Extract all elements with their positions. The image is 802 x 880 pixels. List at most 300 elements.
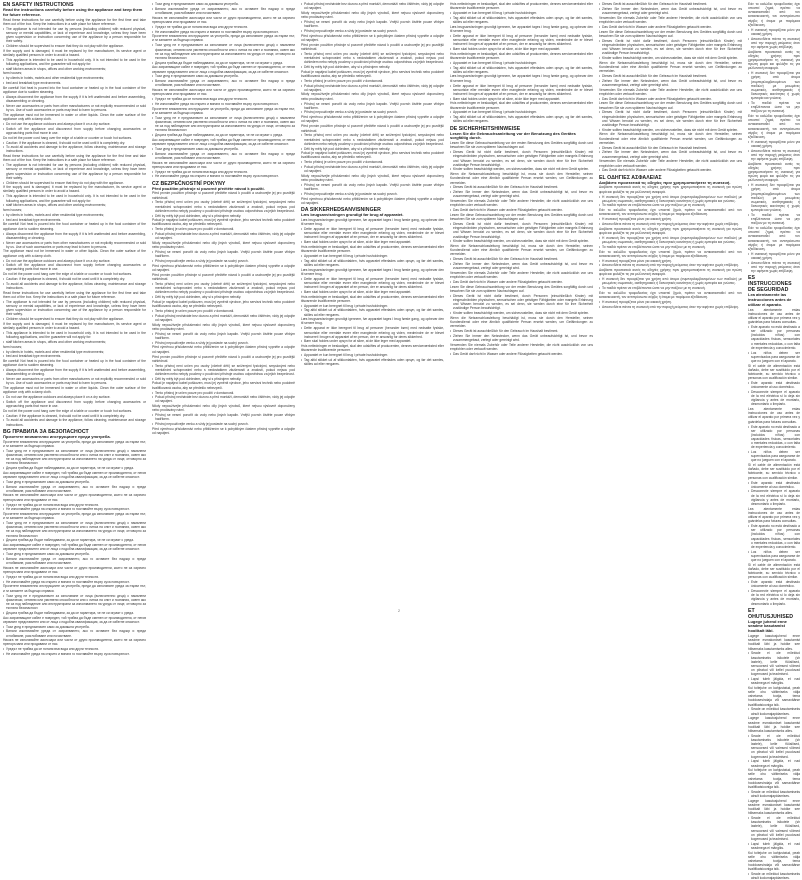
section-paragraph-repeat: Læs brugsanvisningen grundigt igennem, før apparatet tages i brug første gang, og opbevar den til senere brug. <box>450 24 593 33</box>
section-paragraph-repeat: The appliance must not be immersed in water or other liquids. Clean the outer surface of the appliance only with a damp cloth. <box>3 386 146 395</box>
section-paragraph: • Η συσκευή προορίζεται μόνο για οικιακή χρήση. <box>599 217 742 221</box>
section-paragraph-repeat: Před prvním použitím přístroje si pozorně přečtěte návod k použití a uschovejte jej pro pozdější nahlédnutí. <box>301 42 444 51</box>
section-paragraph: • Τα παιδιά πρέπει να επιβλέπονται ώστε να μην παίζουν με τη συσκευή. <box>599 203 742 207</box>
section-paragraph-repeat: • Dette apparat er ikke beregnet til brug af personer (herunder børn) med nedsatte fysiske, sensoriske eller mentale evner eller manglende erfaring og viden, medmindre de er blevet instrueret i brugen af apparatet af en person, der er ansvarlig for deres sikkerhed. <box>301 277 444 289</box>
section-paragraph-repeat: • Seade ei ole mõeldud kasutamiseks isikutele (sh lastele), kelle füüsilised, sensoorsed või vaimsed võimed on piiratud või kellel puuduvad kogemused ja teadmised. <box>748 816 800 841</box>
section-paragraph-repeat: Hvis netledningen er beskadiget, skal den udskiftes af producenten, dennes serviceværksted eller tilsvarende kvalificerede personer. <box>301 294 444 303</box>
section-paragraph-repeat: • Apparatet er kun beregnet til brug i private husholdninger. <box>301 353 444 357</box>
section-heading: EN SAFETY INSTRUCTIONS <box>3 2 74 8</box>
section-paragraph-repeat: • Caution: if the appliance is cleaned, it should not be used until it is completely dry. <box>3 414 146 418</box>
section-heading: ET OHUTUSJUHISED <box>748 607 794 620</box>
section-paragraph-repeat: Read these instructions for use carefully before using the appliance for the first time and take them out of the box. Keep the instructions in a safe place for future reference. <box>3 290 146 299</box>
section-paragraph-repeat: • Η συσκευή προορίζεται μόνο για οικιακή χρήση. <box>599 259 742 263</box>
section-paragraph: The appliance must not be immersed in water or other liquids. Clean the outer surface of the appliance only with a damp cloth. <box>3 112 146 121</box>
section-paragraph-repeat: • Este aparato está destinado únicamente al uso doméstico. <box>748 481 800 489</box>
section-paragraph-repeat: Прочетете внимателно инструкциите за употреба, преди да използвате уреда за първи път, и ги запазете за бъдещи справки. <box>3 584 146 593</box>
section-paragraph-repeat: • Уредът не трябва да се потапя във вода или други течности. <box>152 170 295 174</box>
section-paragraph-repeat: • Este aparato no está destinado a ser utilizado por personas (incluidos niños) con capacidades físicas, sensoriales o mentales reducidas, o con falta de experiencia y conocimiento. <box>748 425 800 450</box>
section-paragraph-repeat: • Ziehen Sie immer den Netzstecker, wenn das Gerät unbeaufsichtigt ist, und bevor es zusammengebaut, zerlegt oder gereinigt wird. <box>599 150 742 158</box>
section-paragraph-repeat: • Always disconnect the appliance from the supply if it is left unattended and before assembling, disassembling or cleaning. <box>3 232 146 240</box>
section-paragraph-repeat: • Børn skal holdes under opsyn for at sikre, at de ikke leger med apparatet. <box>301 339 444 343</box>
section-paragraph-repeat: • Tento přístroj není určen pro osoby (včetně dětí) se sníženými fyzickými, smyslovými nebo mentálními schopnostmi nebo s nedostatkem zkušeností a znalostí, pokud nejsou pod dohledem nebo nebyly poučeny o používání přístroje osobou odpovědnou za jejich bezpečnost. <box>152 364 295 376</box>
section-paragraph-repeat: Wenn die Netzanschlussleitung beschädigt ist, muss sie durch den Hersteller, seinen Kundendienst oder eine ähnlich qualifizierte Person ersetzt werden, um Gefährdungen zu vermeiden. <box>599 132 742 145</box>
section-paragraph-repeat: Si el cable de alimentación está dañado, debe ser sustituido por el fabricante, su servicio técnico o personas con cualificación similar. <box>748 463 800 480</box>
section-paragraph-repeat: • Caution: if the appliance is cleaned, it should not be used until it is completely dry. <box>3 277 146 281</box>
section-paragraph-repeat: • Tento přístroj není určen pro osoby (včetně dětí) se sníženými fyzickými, smyslovými nebo mentálními schopnostmi nebo s nedostatkem zkušeností a znalostí, pokud nejsou pod dohledem nebo nebyly poučeny o používání přístroje osobou odpovědnou za jejich bezpečnost. <box>152 282 295 294</box>
section-paragraph-repeat: Lesen Sie diese Gebrauchsanleitung vor der ersten Benutzung des Gerätes sorgfältig durch und bewahren Sie sie zum späteren Nachschlagen auf. <box>599 101 742 110</box>
section-paragraph-repeat: • Този уред е предназначен само за домашна употреба. <box>152 147 295 151</box>
section-paragraph-repeat: Před výměnou příslušenství nebo přiblížením se k pohyblivým částem přístroj vypněte a odpojte od napájení. <box>152 345 295 354</box>
section-paragraph: • Switch off the appliance and disconnect from supply before changing accessories or approaching parts that move in use. <box>3 127 146 135</box>
section-paragraph: Pokud je napájecí kabel poškozen, musí jej vyměnit výrobce, jeho servisní technik nebo podobně kvalifikovaná osoba, aby se předešlo nebezpečí. <box>152 218 295 227</box>
section-paragraph-repeat: • Този уред не е предназначен за използване от лица (включително деца) с намалени физически, сетивни или умствени способности или с липса на опит и познания, освен ако не са под наблюдение или инструктирани за използването на уреда от лице, отговорно за тяхната безопасност. <box>3 521 146 538</box>
section-paragraph: Kui toitejuhe on kahjustatud, peab selle ohu vältimiseks välja vahetama tootja, tema hooldusesindaja või samaväärse kvalifikatsiooniga isik. <box>748 685 800 707</box>
section-paragraph-repeat: • Děti by měly být pod dohledem, aby si s přístrojem nehrály. <box>152 377 295 381</box>
section-paragraph-repeat: • Always disconnect the appliance from the supply if it is left unattended and before assembling, disassembling or cleaning. <box>3 368 146 376</box>
section-paragraph-repeat: The appliance must not be immersed in water or other liquids. Clean the outer surface of the appliance only with a damp cloth. <box>3 249 146 258</box>
section-paragraph-repeat: • Děti by měly být pod dohledem, aby si s přístrojem nehrály. <box>301 65 444 69</box>
section-paragraph-repeat: Pokud je napájecí kabel poškozen, musí jej vyměnit výrobce, jeho servisní technik nebo podobně kvalifikovaná osoba, aby se předešlo nebezpečí. <box>152 381 295 390</box>
section-paragraph-repeat: Læs brugsanvisningen grundigt igennem, før apparatet tages i brug første gang, og opbevar den til senere brug. <box>301 267 444 276</box>
section-paragraph: Lugege kasutusjuhend enne seadme esmakordset kasutamist hoolikalt läbi ja hoidke see hilisemaks kasutamiseks alles. <box>748 634 800 651</box>
section-paragraph: Hvis netledningen er beskadiget, skal den udskiftes af producenten, dennes serviceværksted eller tilsvarende kvalificerede personer. <box>450 2 593 11</box>
section-paragraph-repeat: • Děti by měly být pod dohledem, aby si s přístrojem nehrály. <box>301 147 444 151</box>
section-paragraph-repeat: • Dieses Gerät ist ausschließlich für den Gebrauch im Haushalt bestimmt. <box>450 329 593 333</box>
section-paragraph-repeat: Před výměnou příslušenství nebo přiblížením se k pohyblivým částem přístroj vypněte a odpojte od napájení. <box>301 196 444 205</box>
section-paragraph-repeat: • Уредът не трябва да се потапя във вода или други течности. <box>3 647 146 651</box>
section-paragraph-repeat: • Винаги изключвайте уреда от захранването, ако го оставяте без надзор и преди сглобяване, разглобяване или почистване. <box>3 557 146 565</box>
section-paragraph-repeat: • Η συσκευή δεν προορίζεται για χρήση από άτομα (συμπεριλαμβανομένων των παιδιών) με μειωμένες σωματικές, αισθητηριακές ή διανοητικές ικανότητες ή χωρίς εμπειρία και γνώσεις. <box>748 183 800 212</box>
section-paragraph-repeat: • This appliance is intended to be used in household only. It is not intended to be used in the following applications, and the guarantee will not apply for: <box>3 331 146 339</box>
section-paragraph-repeat: • Dette apparat er ikke beregnet til brug af personer (herunder børn) med nedsatte fysiske, sensoriske eller mentale evner eller manglende erfaring og viden, medmindre de er blevet instrueret i brugen af apparatet af en person, der er ansvarlig for deres sikkerhed. <box>301 326 444 338</box>
section-paragraph-repeat: Прочетете внимателно инструкциите за употреба, преди да използвате уреда за първи път, и ги запазете за бъдещи справки. <box>152 106 295 115</box>
section-paragraph-repeat: • by clients in hotels, motels and other residential type environments; <box>3 350 146 354</box>
section-paragraph-repeat: • Das Gerät darf nicht in Wasser oder andere Flüssigkeiten getaucht werden. <box>450 352 593 356</box>
section-paragraph: • Η συσκευή προορίζεται μόνο για οικιακή χρήση. <box>748 28 800 36</box>
section-paragraph-repeat: Εάν το καλώδιο τροφοδοσίας έχει υποστεί ζημιά, πρέπει να αντικατασταθεί από τον κατασκευαστή, τον αντιπρόσωπο σέρβις ή άτομα με παρόμοια εξειδίκευση. <box>599 290 742 300</box>
section-paragraph-repeat: • Tag altid stikket ud af stikkontakten, hvis apparatet efterlades uden opsyn, og før det samles, skilles ad eller rengøres. <box>450 115 593 123</box>
section-paragraph: Před prvním použitím přístroje si pozorně přečtěte návod k použití a uschovejte jej pro pozdější nahlédnutí. <box>152 191 295 200</box>
section-subheading: Læs brugsanvisningen grundigt før brug af apparatet. <box>301 212 404 218</box>
section-paragraph: • Los niños deben ser supervisados para asegurarse de que no jueguen con el aparato. <box>748 351 800 363</box>
section-paragraph-repeat: • The appliance is not intended for use by persons (including children) with reduced physical, sensory or mental capabilities, or lack of experience and knowledge, unless they have been given supervision or instruction concerning use of the appliance by a person responsible for their safety. <box>3 300 146 317</box>
section-paragraph-repeat: • Los niños deben ser supervisados para asegurarse de que no jueguen con el aparato. <box>748 450 800 462</box>
section-paragraph-repeat: • Ziehen Sie immer den Netzstecker, wenn das Gerät unbeaufsichtigt ist, und bevor es zusammengebaut, zerlegt oder gereinigt wird. <box>450 262 593 270</box>
section-paragraph-repeat: • Dieses Gerät ist nicht dafür bestimmt, durch Personen (einschließlich Kinder) mit eingeschränkten physischen, sensorischen oder geistigen Fähigkeiten oder mangels Erfahrung und Wissen benutzt zu werden, es sei denn, sie werden durch eine für ihre Sicherheit zuständige Person beaufsichtigt. <box>599 110 742 127</box>
section-paragraph-repeat: • Αποσυνδέετε πάντα τη συσκευή από την παροχή ρεύματος όταν την αφήνετε χωρίς επίβλεψη. <box>599 305 742 309</box>
section-paragraph-repeat: Pokud je napájecí kabel poškozen, musí jej vyměnit výrobce, jeho servisní technik nebo podobně kvalifikovaná osoba, aby se předešlo nebezpečí. <box>301 69 444 78</box>
section-paragraph-repeat: Nikdy nepoužívejte příslušenství nebo díly jiných výrobců, které nejsou výslovně doporučeny nebo prodávány námi. <box>301 92 444 101</box>
section-paragraph: • Dette apparat er ikke beregnet til brug af personer (herunder børn) med nedsatte fysiske, sensoriske eller mentale evner eller manglende erfaring og viden, medmindre de er blevet instrueret i brugen af apparatet af en person, der er ansvarlig for deres sikkerhed. <box>301 227 444 239</box>
section-paragraph: • Caution: if the appliance is cleaned, it should not be used until it is completely dry. <box>3 141 146 145</box>
section-paragraph: Εάν το καλώδιο τροφοδοσίας έχει υποστεί ζημιά, πρέπει να αντικατασταθεί από τον κατασκευαστή, τον αντιπρόσωπο σέρβις ή άτομα με παρόμοια εξειδίκευση. <box>599 208 742 217</box>
section-paragraph-repeat: Læs brugsanvisningen grundigt igennem, før apparatet tages i brug første gang, og opbevar den til senere brug. <box>450 74 593 83</box>
section-paragraph-repeat: farm houses; <box>3 208 23 213</box>
section-paragraph-repeat: Verwenden Sie niemals Zubehör oder Teile anderer Hersteller, die nicht ausdrücklich von uns empfohlen oder verkauft werden. <box>450 271 593 280</box>
column-5 <box>599 2 742 615</box>
section-paragraph-repeat: Kui toitejuhe on kahjustatud, peab selle ohu vältimiseks välja vahetama tootja, tema hooldusesindaja või samaväärse kvalifikatsiooniga isik. <box>748 850 800 872</box>
section-paragraph: • Seade on mõeldud kasutamiseks ainult kodumajapidamises. <box>748 707 800 715</box>
section-paragraph: Wenn die Netzanschlussleitung beschädigt ist, muss sie durch den Hersteller, seinen Kundendienst oder eine ähnlich qualifizierte Person ersetzt werden, um Gefährdungen zu vermeiden. <box>450 172 593 185</box>
section-paragraph-repeat: • Dieses Gerät ist ausschließlich für den Gebrauch im Haushalt bestimmt. <box>599 146 742 150</box>
section-paragraph-repeat: • Уредът не трябва да се потапя във вода или други течности. <box>3 575 146 579</box>
section-paragraph-repeat: • staff kitchen areas in shops, offices and other working environments; <box>3 340 146 344</box>
section-paragraph-repeat: • Децата трябва да бъдат наблюдавани, за да се гарантира, че не си играят с уреда. <box>152 133 295 137</box>
section-el <box>748 2 800 273</box>
section-paragraph-repeat: • Този уред е предназначен само за домашна употреба. <box>152 74 295 78</box>
section-subheading: Διαβάστε προσεκτικά τις οδηγίες πριν χρησιμοποιήσετε τη συσκευή. <box>599 179 731 185</box>
section-bg <box>152 2 295 179</box>
section-paragraph: Do not let the power cord hang over the edge of a table or counter or touch hot surfaces. <box>3 135 133 140</box>
section-paragraph-repeat: Διαβάστε προσεκτικά αυτές τις οδηγίες χρήσης πριν χρησιμοποιήσετε τη συσκευή για πρώτη φορά και φυλάξτε τις για μελλοντική αναφορά. <box>599 268 742 277</box>
section-paragraph-repeat: • Този уред е предназначен само за домашна употреба. <box>3 552 146 556</box>
section-paragraph-repeat: Před výměnou příslušenství nebo přiblížením se k pohyblivým částem přístroj vypněte a odpojte od napájení. <box>152 426 295 436</box>
section-cz <box>152 181 295 436</box>
section-paragraph-repeat: • Децата трябва да бъдат наблюдавани, за да се гарантира, че не си играят с уреда. <box>152 61 295 65</box>
section-da <box>450 2 593 124</box>
section-paragraph-repeat: • Τα παιδιά πρέπει να επιβλέπονται ώστε να μην παίζουν με τη συσκευή. <box>748 213 800 225</box>
section-paragraph: • Apparatet er kun beregnet til brug i private husholdninger. <box>450 11 593 15</box>
section-paragraph-repeat: • Dette apparat er ikke beregnet til brug af personer (herunder børn) med nedsatte fysiske, sensoriske eller mentale evner eller manglende erfaring og viden, medmindre de er blevet instrueret i brugen af apparatet af en person, der er ansvarlig for deres sikkerhed. <box>450 34 593 46</box>
section-paragraph: • Винаги изключвайте уреда от захранването, ако го оставяте без надзор и преди сглобяване, разглобяване или почистване. <box>3 485 146 493</box>
section-paragraph-repeat: Hvis netledningen er beskadiget, skal den udskiftes af producenten, dennes serviceværksted eller tilsvarende kvalificerede personer. <box>450 101 593 110</box>
section-paragraph-repeat: Lea atentamente estas instrucciones de uso antes de utilizar el aparato por primera vez y guárdelas para futuras consultas. <box>748 407 800 424</box>
section-paragraph-repeat: • Never use accessories or parts from other manufacturers or not explicitly recommended or sold by us. Use of such accessories or parts may lead to harm to persons. <box>3 377 146 385</box>
section-paragraph-repeat: • Seade on mõeldud kasutamiseks ainult kodumajapidamises. <box>748 790 800 798</box>
section-paragraph-repeat: Verwenden Sie niemals Zubehör oder Teile anderer Hersteller, die nicht ausdrücklich von uns empfohlen oder verkauft werden. <box>599 87 742 96</box>
section-paragraph-repeat: Verwenden Sie niemals Zubehör oder Teile anderer Hersteller, die nicht ausdrücklich von uns empfohlen oder verkauft werden. <box>599 159 742 168</box>
section-paragraph-repeat: Kui toitejuhe on kahjustatud, peab selle ohu vältimiseks välja vahetama tootja, tema hooldusesindaja või samaväärse kvalifikatsiooniga isik. <box>748 768 800 789</box>
section-paragraph: • Децата трябва да бъдат наблюдавани, за да се гарантира, че не си играят с уреда. <box>3 466 146 470</box>
section-paragraph: • Винаги изключвайте уреда от захранването, ако го оставяте без надзор и преди сглобяване, разглобяване или почистване. <box>152 7 295 15</box>
section-paragraph-repeat: Lugege kasutusjuhend enne seadme esmakordset kasutamist hoolikalt läbi ja hoidke see hilisemaks kasutamiseks alles. <box>748 716 800 733</box>
section-paragraph-repeat: Nikdy nepoužívejte příslušenství nebo díly jiných výrobců, které nejsou výslovně doporučeny nebo prodávány námi. <box>152 322 295 331</box>
section-paragraph-repeat: • Das Gerät darf nicht in Wasser oder andere Flüssigkeiten getaucht werden. <box>599 97 742 101</box>
section-paragraph-repeat: If the supply cord is damaged, it must be replaced by the manufacturer, its service agent or similarly qualified persons in order to avoid a hazard. <box>3 185 146 194</box>
section-paragraph-repeat: • Η συσκευή δεν προορίζεται για χρήση από άτομα (συμπεριλαμβανομένων των παιδιών) με μειωμένες σωματικές, αισθητηριακές ή διανοητικές ικανότητες ή χωρίς εμπειρία και γνώσεις. <box>748 71 800 100</box>
section-paragraph: Be careful! Not heat is poured into the food container or heated up in the food container of the appliance due to sudden steaming. <box>3 85 146 95</box>
section-paragraph: • Pokud přístroj necháváte bez dozoru a před montáží, demontáží nebo čištěním, vždy jej odpojte od napájení. <box>301 2 444 10</box>
section-paragraph-repeat: • Dieses Gerät ist nicht dafür bestimmt, durch Personen (einschließlich Kinder) mit eingeschränkten physischen, sensorischen oder geistigen Fähigkeiten oder mangels Erfahrung und Wissen benutzt zu werden, es sei denn, sie werden durch eine für ihre Sicherheit zuständige Person beaufsichtigt. <box>599 39 742 56</box>
section-de <box>450 126 593 357</box>
section-paragraph: • bed and breakfast type environments. <box>3 81 146 85</box>
section-paragraph-repeat: • Kinder sollten beaufsichtigt werden, um sicherzustellen, dass sie nicht mit dem Gerät spielen. <box>599 56 742 60</box>
section-paragraph: • Přístroj se nesmí ponořit do vody nebo jiných kapalin. Vnější povrch čistěte pouze vlhkým hadříkem. <box>301 20 444 28</box>
section-paragraph: Read these instructions for use carefully before using the appliance for the first time and take them out of the box. Keep the instructions in a safe place for future reference. <box>3 17 146 26</box>
section-paragraph-repeat: • Τα παιδιά πρέπει να επιβλέπονται ώστε να μην παίζουν με τη συσκευή. <box>748 101 800 113</box>
section-paragraph-repeat: • Do not use the appliance outdoors and always place it on a dry surface. <box>3 259 146 263</box>
section-paragraph-repeat: • Los niños deben ser supervisados para asegurarse de que no jueguen con el aparato. <box>748 550 800 562</box>
section-paragraph-repeat: • Přístroj nepoužívejte venku a vždy jej postavte na suchý povrch. <box>152 341 295 345</box>
section-paragraph-repeat: • Tag altid stikket ud af stikkontakten, hvis apparatet efterlades uden opsyn, og før det samles, skilles ad eller rengøres. <box>450 66 593 74</box>
section-paragraph-repeat: • Pokud přístroj necháváte bez dozoru a před montáží, demontáží nebo čištěním, vždy jej odpojte od napájení. <box>152 395 295 403</box>
section-heading: CZ BEZPEČNOSTNÍ POKYNY <box>152 180 226 187</box>
section-paragraph-repeat: • Přístroj nepoužívejte venku a vždy jej postavte na suchý povrch. <box>152 422 295 426</box>
section-paragraph-repeat: • Das Gerät darf nicht in Wasser oder andere Flüssigkeiten getaucht werden. <box>450 280 593 284</box>
section-paragraph-repeat: • Pokud přístroj necháváte bez dozoru a před montáží, demontáží nebo čištěním, vždy jej odpojte od napájení. <box>301 165 444 173</box>
section-paragraph: • Apparatet er kun beregnet til brug i private husholdninger. <box>301 254 444 258</box>
section-paragraph-repeat: Wenn die Netzanschlussleitung beschädigt ist, muss sie durch den Hersteller, seinen Kundendienst oder eine ähnlich qualifizierte Person ersetzt werden, um Gefährdungen zu vermeiden. <box>450 315 593 329</box>
section-da <box>301 207 444 366</box>
section-paragraph: • Never use accessories or parts from other manufacturers or not explicitly recommended or sold by us. Use of such accessories or parts may lead to harm to persons. <box>3 104 146 112</box>
section-paragraph: • Přístroj nepoužívejte venku a vždy jej postavte na suchý povrch. <box>152 259 295 263</box>
section-paragraph-repeat: Lea atentamente estas instrucciones de uso antes de utilizar el aparato por primera vez y guárdelas para futuras consultas. <box>748 506 800 524</box>
section-paragraph-repeat: • Desconecte siempre el aparato de la red eléctrica si lo deja sin vigilancia y antes de montarlo, desmontarlo o limpiarlo. <box>748 489 800 506</box>
section-paragraph-repeat: • Този уред не е предназначен за използване от лица (включително деца) с намалени физически, сетивни или умствени способности или с липса на опит и познания, освен ако не са под наблюдение или инструктирани за използването на уреда от лице, отговорно за тяхната безопасност. <box>3 594 146 611</box>
section-paragraph: • Tag altid stikket ud af stikkontakten, hvis apparatet efterlades uden opsyn, og før det samles, skilles ad eller rengøres. <box>301 259 444 267</box>
section-paragraph-repeat: • To avoid all accidents and damage to the appliance, follow cleaning, maintenance and storage instructions. <box>3 418 146 426</box>
section-paragraph-repeat: • Děti by měly být pod dohledem, aby si s přístrojem nehrály. <box>152 295 295 299</box>
section-de <box>599 2 742 173</box>
section-paragraph-repeat: • Tento přístroj je určen pouze pro použití v domácnosti. <box>301 160 444 164</box>
section-paragraph-repeat: • Не използвайте уреда на открито и винаги го поставяйте върху суха повърхност. <box>3 652 146 656</box>
section-paragraph-repeat: • Do not use the appliance outdoors and always place it on a dry surface. <box>3 395 146 399</box>
column-3 <box>301 2 444 615</box>
section-paragraph-repeat: Hvis netledningen er beskadiget, skal den udskiftes af producenten, dennes serviceværksted eller tilsvarende kvalificerede personer. <box>450 51 593 60</box>
section-paragraph-repeat: • Přístroj se nesmí ponořit do vody nebo jiných kapalin. Vnější povrch čistěte pouze vlhkým hadříkem. <box>301 183 444 191</box>
section-paragraph: Прочетете внимателно инструкциите за употреба, преди да използвате уреда за първи път, и ги запазете за бъдещи справки. <box>3 439 146 448</box>
section-paragraph: Hvis netledningen er beskadiget, skal den udskiftes af producenten, dennes serviceværksted eller tilsvarende kvalificerede personer. <box>301 244 444 253</box>
section-paragraph-repeat: • Seade on mõeldud kasutamiseks ainult kodumajapidamises. <box>748 872 800 880</box>
section-paragraph-repeat: • Das Gerät darf nicht in Wasser oder andere Flüssigkeiten getaucht werden. <box>599 168 742 172</box>
section-paragraph: If the supply cord is damaged, it must be replaced by the manufacturer, its service agent or similarly qualified persons in order to avoid a hazard. <box>3 48 146 57</box>
section-paragraph-repeat: • Switch off the appliance and disconnect from supply before changing accessories or approaching parts that move in use. <box>3 263 146 271</box>
section-paragraph: • Pokud přístroj necháváte bez dozoru a před montáží, demontáží nebo čištěním, vždy jej odpojte od napájení. <box>152 232 295 240</box>
column-2 <box>152 2 295 615</box>
section-paragraph: • Das Gerät darf nicht in Wasser oder andere Flüssigkeiten getaucht werden. <box>450 208 593 212</box>
section-paragraph-repeat: • Přístroj se nesmí ponořit do vody nebo jiných kapalin. Vnější povrch čistěte pouze vlhkým hadříkem. <box>152 413 295 421</box>
section-paragraph: • Børn skal holdes under opsyn for at sikre, at de ikke leger med apparatet. <box>301 240 444 244</box>
section-paragraph-repeat: Εάν το καλώδιο τροφοδοσίας έχει υποστεί ζημιά, πρέπει να αντικατασταθεί από τον κατασκευαστή, τον αντιπρόσωπο σέρβις ή άτομα με παρόμοια εξειδίκευση. <box>599 249 742 258</box>
section-paragraph-repeat: • Přístroj nepoužívejte venku a vždy jej postavte na suchý povrch. <box>301 192 444 196</box>
section-paragraph: • Seade ei ole mõeldud kasutamiseks isikutele (sh lastele), kelle füüsilised, sensoorsed või vaimsed võimed on piiratud või kellel puuduvad kogemused ja teadmised. <box>748 651 800 676</box>
section-paragraph-repeat: Никога не използвайте аксесоари или части от други производители, които не са изрично препоръчани или продавани от нас. <box>152 88 295 97</box>
section-paragraph-repeat: Lugege kasutusjuhend enne seadme esmakordset kasutamist hoolikalt läbi ja hoidke see hilisemaks kasutamiseks alles. <box>748 798 800 816</box>
section-paragraph: Verwenden Sie niemals Zubehör oder Teile anderer Hersteller, die nicht ausdrücklich von uns empfohlen oder verkauft werden. <box>599 15 742 24</box>
section-paragraph-repeat: Lesen Sie diese Gebrauchsanleitung vor der ersten Benutzung des Gerätes sorgfältig durch und bewahren Sie sie zum späteren Nachschlagen auf. <box>450 213 593 222</box>
section-heading: EL ΟΔΗΓΙΕΣ ΑΣΦΑΛΕΙΑΣ <box>599 174 662 181</box>
section-paragraph-repeat: • Tento přístroj je určen pouze pro použití v domácnosti. <box>152 309 295 313</box>
section-paragraph: • Уредът не трябва да се потапя във вода или други течности. <box>152 25 295 29</box>
section-paragraph: Lea atentamente estas instrucciones de uso antes de utilizar el aparato por primera vez y guárdelas para futuras consultas. <box>748 307 800 325</box>
section-paragraph-repeat: • Αποσυνδέετε πάντα τη συσκευή από την παροχή ρεύματος όταν την αφήνετε χωρίς επίβλεψη. <box>748 261 800 273</box>
section-paragraph-repeat: • To avoid all accidents and damage to the appliance, follow cleaning, maintenance and storage instructions. <box>3 282 146 290</box>
section-paragraph: • Lapsi tuleb jälgida, et nad seadmega ei mängiks. <box>748 677 800 685</box>
section-paragraph: • Η συσκευή δεν προορίζεται για χρήση από άτομα (συμπεριλαμβανομένων των παιδιών) με μειωμένες σωματικές, αισθητηριακές ή διανοητικές ικανότητες ή χωρίς εμπειρία και γνώσεις. <box>599 195 742 203</box>
section-paragraph-repeat: • Børn skal holdes under opsyn for at sikre, at de ikke leger med apparatet. <box>301 290 444 294</box>
section-paragraph-repeat: • staff kitchen areas in shops, offices and other working environments; <box>3 203 146 207</box>
section-paragraph-repeat: Read these instructions for use carefully before using the appliance for the first time and take them out of the box. Keep the instructions in a safe place for future reference. <box>3 154 146 163</box>
section-paragraph-repeat: • Pokud přístroj necháváte bez dozoru a před montáží, demontáží nebo čištěním, vždy jej odpojte od napájení. <box>152 314 295 322</box>
section-paragraph-repeat: • Apparatet er kun beregnet til brug i private husholdninger. <box>450 110 593 114</box>
section-paragraph-repeat: • Ziehen Sie immer den Netzstecker, wenn das Gerät unbeaufsichtigt ist, und bevor es zusammengebaut, zerlegt oder gereinigt wird. <box>450 334 593 342</box>
section-paragraph: Læs brugsanvisningen grundigt igennem, før apparatet tages i brug første gang, og opbevar den til senere brug. <box>301 217 444 227</box>
section-paragraph-repeat: • Не използвайте уреда на открито и винаги го поставяйте върху суха повърхност. <box>152 174 295 178</box>
section-paragraph-repeat: • Не използвайте уреда на открито и винаги го поставяйте върху суха повърхност. <box>152 102 295 106</box>
section-paragraph-repeat: • Този уред не е предназначен за използване от лица (включително деца) с намалени физически, сетивни или умствени способности или с липса на опит и познания, освен ако не са под наблюдение или инструктирани за използването на уреда от лице, отговорно за тяхната безопасност. <box>152 43 295 60</box>
section-paragraph-repeat: • Children should be supervised to ensure that they do not play with the appliance. <box>3 317 146 321</box>
section-paragraph-repeat: Be careful! Not heat is poured into the food container or heated up in the food container of the appliance due to sudden steaming. <box>3 359 146 368</box>
section-paragraph-repeat: Διαβάστε προσεκτικά αυτές τις οδηγίες χρήσης πριν χρησιμοποιήσετε τη συσκευή για πρώτη φορά και φυλάξτε τις για μελλοντική αναφορά. <box>748 49 800 71</box>
section-paragraph-repeat: Pokud je napájecí kabel poškozen, musí jej vyměnit výrobce, jeho servisní technik nebo podobně kvalifikovaná osoba, aby se předešlo nebezpečí. <box>301 151 444 160</box>
section-paragraph-repeat: Verwenden Sie niemals Zubehör oder Teile anderer Hersteller, die nicht ausdrücklich von uns empfohlen oder verkauft werden. <box>450 342 593 352</box>
section-paragraph: • Αποσυνδέετε πάντα τη συσκευή από την παροχή ρεύματος όταν την αφήνετε χωρίς επίβλεψη. <box>748 37 800 49</box>
section-paragraph-repeat: • Не използвайте уреда на открито и винаги го поставяйте върху суха повърхност. <box>3 580 146 584</box>
section-paragraph-repeat: • Desconecte siempre el aparato de la red eléctrica si lo deja sin vigilancia y antes de montarlo, desmontarlo o limpiarlo. <box>748 589 800 606</box>
section-paragraph: • Tento přístroj je určen pouze pro použití v domácnosti. <box>152 227 295 231</box>
section-paragraph: • Не използвайте уреда на открито и винаги го поставяйте върху суха повърхност. <box>3 507 146 511</box>
section-paragraph: • Este aparato no está destinado a ser utilizado por personas (incluidos niños) con capacidades físicas, sensoriales o mentales reducidas, o con falta de experiencia y conocimiento. <box>748 325 800 350</box>
section-paragraph: Si el cable de alimentación está dañado, debe ser sustituido por el fabricante, su servicio técnico o personas con cualificación similar. <box>748 363 800 381</box>
section-paragraph: • Das Gerät darf nicht in Wasser oder andere Flüssigkeiten getaucht werden. <box>599 25 742 29</box>
section-paragraph: • Desconecte siempre el aparato de la red eléctrica si lo deja sin vigilancia y antes de montarlo, desmontarlo o limpiarlo. <box>748 390 800 407</box>
section-paragraph: Никога не използвайте аксесоари или части от други производители, които не са изрично препоръчани или продавани от нас. <box>3 493 146 502</box>
section-paragraph-repeat: • Switch off the appliance and disconnect from supply before changing accessories or approaching parts that move in use. <box>3 400 146 408</box>
section-paragraph: • The appliance is not intended for use by persons (including children) with reduced physical, sensory or mental capabilities, or lack of experience and knowledge, unless they have been given supervision or instruction concerning use of the appliance by a person responsible for their safety. <box>3 27 146 44</box>
section-subheading: Read the instructions carefully before using the appliance and keep them for future reference. <box>3 7 143 17</box>
section-paragraph-repeat: • This appliance is intended to be used in household only. It is not intended to be used in the following applications, and the guarantee will not apply for: <box>3 194 146 202</box>
section-paragraph: Εάν το καλώδιο τροφοδοσίας έχει υποστεί ζημιά, πρέπει να αντικατασταθεί από τον κατασκευαστή, τον αντιπρόσωπο σέρβις ή άτομα με παρόμοια εξειδίκευση. <box>748 2 800 27</box>
section-paragraph: Nikdy nepoužívejte příslušenství nebo díly jiných výrobců, které nejsou výslovně doporučeny nebo prodávány námi. <box>301 10 444 20</box>
section-et <box>748 608 800 880</box>
section-paragraph-repeat: farm houses; <box>3 344 23 349</box>
section-bg <box>3 429 146 657</box>
column-1 <box>3 2 146 657</box>
section-paragraph-repeat: Εάν το καλώδιο τροφοδοσίας έχει υποστεί ζημιά, πρέπει να αντικατασταθεί από τον κατασκευαστή, τον αντιπρόσωπο σέρβις ή άτομα με παρόμοια εξειδίκευση. <box>748 114 800 139</box>
section-paragraph-repeat: • Този уред е предназначен само за домашна употреба. <box>3 625 146 629</box>
section-heading: DA SIKKERHEDSANVISNINGER <box>301 207 381 214</box>
section-paragraph: • Този уред не е предназначен за използване от лица (включително деца) с намалени физически, сетивни или умствени способности или с липса на опит и познания, освен ако не са под наблюдение или инструктирани за използването на уреда от лице, отговорно за тяхната безопасност. <box>3 449 146 466</box>
column-4 <box>450 2 593 615</box>
section-paragraph-repeat: Hvis netledningen er beskadiget, skal den udskiftes af producenten, dennes serviceværksted eller tilsvarende kvalificerede personer. <box>301 344 444 353</box>
section-paragraph-repeat: • Винаги изключвайте уреда от захранването, ако го оставяте без надзор и преди сглобяване, разглобяване или почистване. <box>3 629 146 637</box>
section-paragraph: • Не използвайте уреда на открито и винаги го поставяйте върху суха повърхност. <box>152 30 295 34</box>
section-paragraph: • Always disconnect the appliance from the supply if it is left unattended and before assembling, disassembling or cleaning. <box>3 95 146 103</box>
section-paragraph-repeat: • Este aparato está destinado únicamente al uso doméstico. <box>748 580 800 588</box>
section-paragraph-repeat: • Tag altid stikket ud af stikkontakten, hvis apparatet efterlades uden opsyn, og før det samles, skilles ad eller rengøres. <box>301 308 444 316</box>
section-paragraph-repeat: Lesen Sie diese Gebrauchsanleitung vor der ersten Benutzung des Gerätes sorgfältig durch und bewahren Sie sie zum späteren Nachschlagen auf. <box>599 29 742 38</box>
section-paragraph-repeat: • Children should be supervised to ensure that they do not play with the appliance. <box>3 181 146 185</box>
page-number: 2 <box>398 609 400 613</box>
section-paragraph-repeat: Διαβάστε προσεκτικά αυτές τις οδηγίες χρήσης πριν χρησιμοποιήσετε τη συσκευή για πρώτη φορά και φυλάξτε τις για μελλοντική αναφορά. <box>748 161 800 183</box>
section-paragraph-repeat: Ако захранващият кабел е повреден, той трябва да бъде сменен от производителя, от негов сервизен представител или от лица с подобна квалификация, за да се избегне опасност. <box>152 65 295 74</box>
section-paragraph: Никога не използвайте аксесоари или части от други производители, които не са изрично препоръчани или продавани от нас. <box>152 15 295 24</box>
section-paragraph-repeat: • Децата трябва да бъдат наблюдавани, за да се гарантира, че не си играят с уреда. <box>3 538 146 542</box>
section-paragraph: • Αποσυνδέετε πάντα τη συσκευή από την παροχή ρεύματος όταν την αφήνετε χωρίς επίβλεψη. <box>599 222 742 226</box>
section-paragraph: • Přístroj nepoužívejte venku a vždy jej postavte na suchý povrch. <box>301 29 444 33</box>
section-subheading: Прочетете внимателно инструкциите преди употреба. <box>3 433 111 439</box>
section-paragraph: • Този уред е предназначен само за домашна употреба. <box>3 480 146 484</box>
section-paragraph-repeat: • Αποσυνδέετε πάντα τη συσκευή από την παροχή ρεύματος όταν την αφήνετε χωρίς επίβλεψη. <box>599 263 742 267</box>
section-paragraph-repeat: • The appliance is not intended for use by persons (including children) with reduced physical, sensory or mental capabilities, or lack of experience and knowledge, unless they have been given supervision or instruction concerning use of the appliance by a person responsible for their safety. <box>3 163 146 180</box>
section-paragraph-repeat: Před prvním použitím přístroje si pozorně přečtěte návod k použití a uschovejte jej pro pozdější nahlédnutí. <box>301 124 444 133</box>
section-paragraph: • Děti by měly být pod dohledem, aby si s přístrojem nehrály. <box>152 214 295 218</box>
section-paragraph-repeat: • Η συσκευή προορίζεται μόνο για οικιακή χρήση. <box>748 140 800 148</box>
section-paragraph-repeat: • Dieses Gerät ist ausschließlich für den Gebrauch im Haushalt bestimmt. <box>599 74 742 78</box>
section-paragraph: • Do not use the appliance outdoors and always place it on a dry surface. <box>3 122 146 126</box>
column-6 <box>748 2 800 880</box>
section-paragraph-repeat: • Børn skal holdes under opsyn for at sikre, at de ikke leger med apparatet. <box>450 97 593 101</box>
section-paragraph-repeat: • Never use accessories or parts from other manufacturers or not explicitly recommended or sold by us. Use of such accessories or parts may lead to harm to persons. <box>3 241 146 249</box>
section-paragraph-repeat: • Τα παιδιά πρέπει να επιβλέπονται ώστε να μην παίζουν με τη συσκευή. <box>599 286 742 290</box>
section-paragraph-repeat: • Dette apparat er ikke beregnet til brug af personer (herunder børn) med nedsatte fysiske, sensoriske eller mentale evner eller manglende erfaring og viden, medmindre de er blevet instrueret i brugen af apparatet af en person, der er ansvarlig for deres sikkerhed. <box>450 84 593 96</box>
section-paragraph-repeat: Lesen Sie diese Gebrauchsanleitung vor der ersten Benutzung des Gerätes sorgfältig durch und bewahren Sie sie zum späteren Nachschlagen auf. <box>450 284 593 294</box>
section-paragraph-repeat: Před prvním použitím přístroje si pozorně přečtěte návod k použití a uschovejte jej pro pozdější nahlédnutí. <box>152 354 295 363</box>
section-paragraph-repeat: • Kinder sollten beaufsichtigt werden, um sicherzustellen, dass sie nicht mit dem Gerät spielen. <box>450 311 593 315</box>
section-paragraph-repeat: • Přístroj nepoužívejte venku a vždy jej postavte na suchý povrch. <box>301 110 444 114</box>
section-paragraph: • staff kitchen areas in shops, offices and other working environments; <box>3 67 146 71</box>
section-paragraph: Διαβάστε προσεκτικά αυτές τις οδηγίες χρήσης πριν χρησιμοποιήσετε τη συσκευή για πρώτη φορά και φυλάξτε τις για μελλοντική αναφορά. <box>599 185 742 194</box>
section-paragraph-repeat: • Η συσκευή προορίζεται μόνο για οικιακή χρήση. <box>599 300 742 304</box>
section-paragraph-repeat: • Децата трябва да бъдат наблюдавани, за да се гарантира, че не си играят с уреда. <box>3 611 146 615</box>
section-paragraph: • Dieses Gerät ist nicht dafür bestimmt, durch Personen (einschließlich Kinder) mit eingeschränkten physischen, sensorischen oder geistigen Fähigkeiten oder mangels Erfahrung und Wissen benutzt zu werden, es sei denn, sie werden durch eine für ihre Sicherheit zuständige Person beaufsichtigt. <box>450 150 593 167</box>
section-paragraph-repeat: • Lapsi tuleb jälgida, et nad seadmega ei mängiks. <box>748 759 800 767</box>
section-paragraph-repeat: • Přístroj se nesmí ponořit do vody nebo jiných kapalin. Vnější povrch čistěte pouze vlhkým hadříkem. <box>301 102 444 110</box>
section-paragraph-repeat: Do not let the power cord hang over the edge of a table or counter or touch hot surfaces. <box>3 408 133 413</box>
section-paragraph-repeat: Никога не използвайте аксесоари или части от други производители, които не са изрично препоръчани или продавани от нас. <box>152 160 295 169</box>
section-paragraph-repeat: • Винаги изключвайте уреда от захранването, ако го оставяте без надзор и преди сглобяване, разглобяване или почистване. <box>152 152 295 160</box>
section-subheading: Lesen Sie die Gebrauchsanleitung vor der Benutzung des Gerätes sorgfältig durch. <box>450 130 576 141</box>
section-paragraph-repeat: • Lapsi tuleb jälgida, et nad seadmega ei mängiks. <box>748 842 800 850</box>
section-paragraph: Nikdy nepoužívejte příslušenství nebo díly jiných výrobců, které nejsou výslovně doporučeny nebo prodávány námi. <box>152 241 295 250</box>
section-paragraph-repeat: • Seade ei ole mõeldud kasutamiseks isikutele (sh lastele), kelle füüsilised, sensoorsed või vaimsed võimed on piiratud või kellel puuduvad kogemused ja teadmised. <box>748 734 800 759</box>
section-paragraph-repeat: • Este aparato no está destinado a ser utilizado por personas (incluidos niños) con capacidades físicas, sensoriales o mentales reducidas, o con falta de experiencia y conocimiento. <box>748 524 800 549</box>
section-paragraph-repeat: • Tag altid stikket ud af stikkontakten, hvis apparatet efterlades uden opsyn, og før det samles, skilles ad eller rengøres. <box>301 358 444 366</box>
section-paragraph: Před výměnou příslušenství nebo přiblížením se k pohyblivým částem přístroj vypněte a odpojte od napájení. <box>301 33 444 42</box>
section-heading: DE SICHERHEITSHINWEISE <box>450 125 521 132</box>
section-paragraph-repeat: • Tento přístroj je určen pouze pro použití v domácnosti. <box>301 79 444 83</box>
section-paragraph-repeat: • Този уред не е предназначен за използване от лица (включително деца) с намалени физически, сетивни или умствени способности или с липса на опит и познания, освен ако не са под наблюдение или инструктирани за използването на уреда от лице, отговорно за тяхната безопасност. <box>152 116 295 133</box>
section-paragraph-repeat: Před výměnou příslušenství nebo přiblížením se k pohyblivým částem přístroj vypněte a odpojte od napájení. <box>301 115 444 124</box>
section-paragraph: • To avoid all accidents and damage to the appliance, follow cleaning, maintenance and storage instructions. <box>3 145 146 153</box>
section-paragraph-repeat: • Η συσκευή προορίζεται μόνο για οικιακή χρήση. <box>748 252 800 260</box>
section-paragraph-repeat: • Η συσκευή δεν προορίζεται για χρήση από άτομα (συμπεριλαμβανομένων των παιδιών) με μειωμένες σωματικές, αισθητηριακές ή διανοητικές ικανότητες ή χωρίς εμπειρία και γνώσεις. <box>599 236 742 244</box>
section-paragraph: Před výměnou příslušenství nebo přiblížením se k pohyblivým částem přístroj vypněte a odpojte od napájení. <box>152 263 295 272</box>
section-paragraph-repeat: Wenn die Netzanschlussleitung beschädigt ist, muss sie durch den Hersteller, seinen Kundendienst oder eine ähnlich qualifizierte Person ersetzt werden, um Gefährdungen zu vermeiden. <box>599 60 742 73</box>
section-paragraph-repeat: Ако захранващият кабел е повреден, той трябва да бъде сменен от производителя, от негов сервизен представител или от лица с подобна квалификация, за да се избегне опасност. <box>3 615 146 624</box>
section-paragraph: • This appliance is intended to be used in household only. It is not intended to be used in the following applications, and the guarantee will not apply for: <box>3 58 146 66</box>
section-es <box>748 275 800 605</box>
section-paragraph-repeat: Pokud je napájecí kabel poškozen, musí jej vyměnit výrobce, jeho servisní technik nebo podobně kvalifikovaná osoba, aby se předešlo nebezpečí. <box>152 299 295 309</box>
section-paragraph-repeat: • Винаги изключвайте уреда от захранването, ако го оставяте без надзор и преди сглобяване, разглобяване или почистване. <box>152 79 295 87</box>
section-paragraph-repeat: • by clients in hotels, motels and other residential type environments; <box>3 213 146 217</box>
section-paragraph: • Този уред е предназначен само за домашна употреба. <box>152 2 295 6</box>
section-paragraph-repeat: • bed and breakfast type environments. <box>3 218 146 222</box>
section-paragraph: farm houses; <box>3 71 23 76</box>
section-paragraph-repeat: Διαβάστε προσεκτικά αυτές τις οδηγίες χρήσης πριν χρησιμοποιήσετε τη συσκευή για πρώτη φορά και φυλάξτε τις για μελλοντική αναφορά. <box>599 226 742 235</box>
section-paragraph-repeat: Læs brugsanvisningen grundigt igennem, før apparatet tages i brug første gang, og opbevar den til senere brug. <box>301 317 444 326</box>
section-paragraph: • Kinder sollten beaufsichtigt werden, um sicherzustellen, dass sie nicht mit dem Gerät spielen. <box>450 167 593 171</box>
section-paragraph-repeat: • Dieses Gerät ist ausschließlich für den Gebrauch im Haushalt bestimmt. <box>450 257 593 261</box>
section-subheading: Lea atentamente las instrucciones antes de utilizar el aparato. <box>748 292 792 307</box>
section-paragraph-repeat: Nikdy nepoužívejte příslušenství nebo díly jiných výrobců, které nejsou výslovně doporučeny nebo prodávány námi. <box>152 404 295 413</box>
section-paragraph-repeat: • Τα παιδιά πρέπει να επιβλέπονται ώστε να μην παίζουν με τη συσκευή. <box>599 245 742 249</box>
section-paragraph-repeat: • Уредът не трябва да се потапя във вода или други течности. <box>152 97 295 101</box>
section-paragraph-repeat: If the supply cord is damaged, it must be replaced by the manufacturer, its service agent or similarly qualified persons in order to avoid a hazard. <box>3 321 146 331</box>
section-subheading: Lugege juhend enne seadme kasutamist hoolikalt läbi. <box>748 618 787 634</box>
section-paragraph-repeat: • Apparatet er kun beregnet til brug i private husholdninger. <box>450 61 593 65</box>
section-paragraph-repeat: Ако захранващият кабел е повреден, той трябва да бъде сменен от производителя, от негов сервизен представител или от лица с подобна квалификация, за да се избегне опасност. <box>152 137 295 146</box>
section-heading: ES INSTRUCCIONES DE SEGURIDAD <box>748 275 792 294</box>
section-paragraph-repeat: • Pokud přístroj necháváte bez dozoru a před montáží, demontáží nebo čištěním, vždy jej odpojte od napájení. <box>301 84 444 92</box>
section-paragraph: • Dieses Gerät ist ausschließlich für den Gebrauch im Haushalt bestimmt. <box>450 185 593 189</box>
section-paragraph-repeat: • Tento přístroj není určen pro osoby (včetně dětí) se sníženými fyzickými, smyslovými nebo mentálními schopnostmi nebo s nedostatkem zkušeností a znalostí, pokud nejsou pod dohledem nebo nebyly poučeny o používání přístroje osobou odpovědnou za jejich bezpečnost. <box>301 52 444 64</box>
section-paragraph: • Ziehen Sie immer den Netzstecker, wenn das Gerät unbeaufsichtigt ist, und bevor es zusammengebaut, zerlegt oder gereinigt wird. <box>599 7 742 15</box>
section-paragraph-repeat: Ако захранващият кабел е повреден, той трябва да бъде сменен от производителя, от негов сервизен представител или от лица с подобна квалификация, за да се избегне опасност. <box>3 543 146 552</box>
section-paragraph-repeat: Do not let the power cord hang over the edge of a table or counter or touch hot surfaces. <box>3 272 133 277</box>
section-paragraph-repeat: Прочетете внимателно инструкциите за употреба, преди да използвате уреда за първи път, и ги запазете за бъдещи справки. <box>152 34 295 43</box>
section-paragraph-repeat: Před prvním použitím přístroje si pozorně přečtěte návod k použití a uschovejte jej pro pozdější nahlédnutí. <box>152 272 295 282</box>
